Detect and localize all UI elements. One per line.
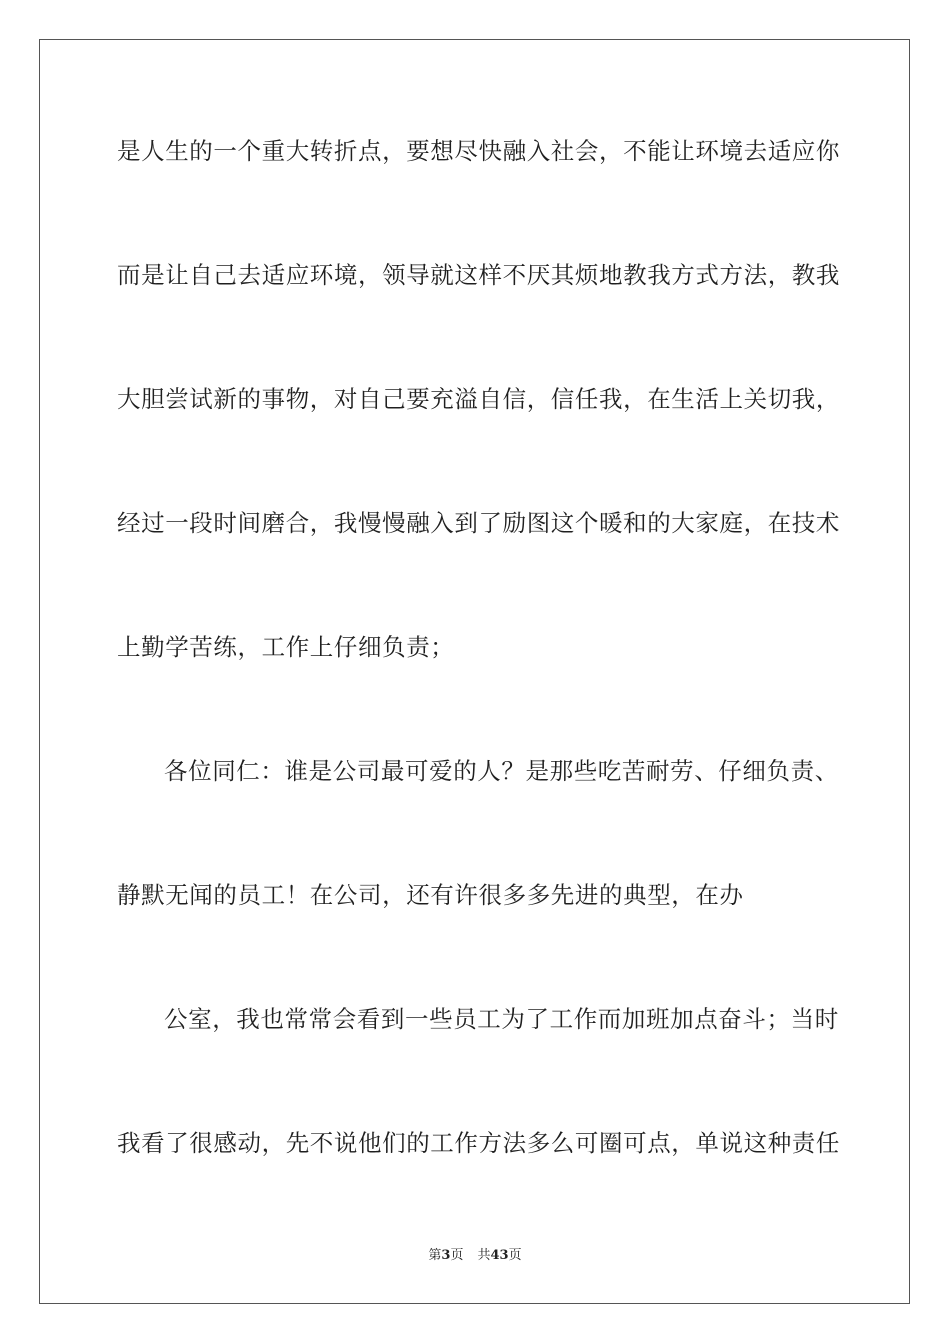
total-suffix: 页	[508, 1248, 522, 1263]
body-line-2: 而是让自己去适应环境，领导就这样不厌其烦地教我方式方法，教我	[117, 261, 840, 289]
body-line-1: 是人生的一个重大转折点，要想尽快融入社会，不能让环境去适应你	[117, 137, 840, 165]
total-pages: 43	[490, 1248, 509, 1263]
total-prefix: 共	[477, 1248, 491, 1263]
body-line-7: 静默无闻的员工！在公司，还有许很多多先进的典型，在办	[117, 881, 744, 909]
body-line-4: 经过一段时间磨合，我慢慢融入到了励图这个暖和的大家庭，在技术	[117, 509, 840, 537]
page-border	[39, 39, 910, 1304]
page-number: 3	[441, 1248, 451, 1263]
paragraph-start-line-2: 公室，我也常常会看到一些员工为了工作而加班加点奋斗；当时	[164, 1005, 839, 1033]
body-line-3: 大胆尝试新的事物，对自己要充溢自信，信任我，在生活上关切我，	[117, 385, 840, 413]
body-line-9: 我看了很感动，先不说他们的工作方法多么可圈可点，单说这种责任	[117, 1129, 840, 1157]
page-footer	[0, 1247, 950, 1265]
page-suffix: 页	[450, 1248, 464, 1263]
paragraph-start-line: 各位同仁：谁是公司最可爱的人？是那些吃苦耐劳、仔细负责、	[164, 757, 839, 785]
page-prefix: 第	[428, 1248, 442, 1263]
body-line-5: 上勤学苦练，工作上仔细负责；	[117, 633, 455, 661]
